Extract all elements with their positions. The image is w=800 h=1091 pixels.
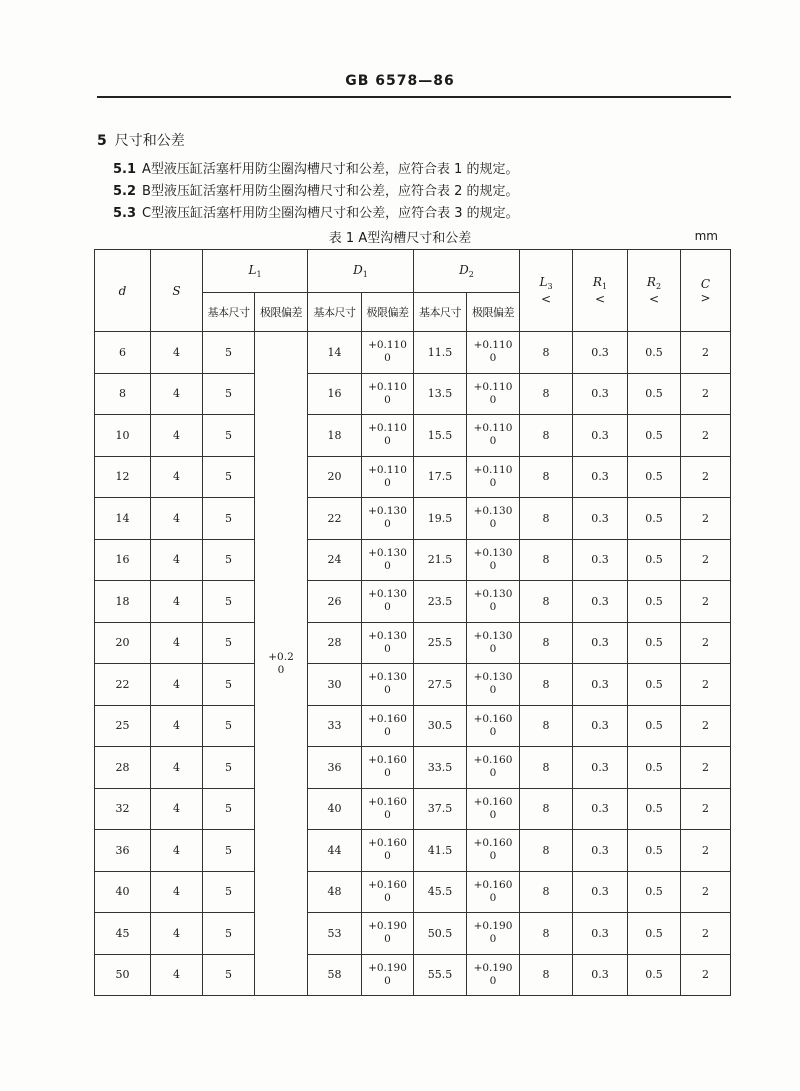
cell-d1-deviation	[362, 871, 414, 913]
clause-5-1	[113, 158, 518, 177]
lower-deviation: 0	[384, 601, 391, 614]
cell-s: 4	[151, 747, 203, 789]
cell-l3: 8	[520, 705, 573, 747]
cell-r1: 0.3	[573, 581, 628, 623]
table-row	[95, 332, 731, 374]
cell-s: 4	[151, 871, 203, 913]
clause-text: B型液压缸活塞杆用防尘圈沟槽尺寸和公差，应符合表 2 的规定。	[142, 184, 519, 199]
header-rule	[97, 96, 731, 98]
cell-s: 4	[151, 830, 203, 872]
cell-c: 2	[681, 830, 731, 872]
cell-d: 16	[95, 539, 151, 581]
lower-deviation: 0	[489, 767, 497, 780]
cell-r1: 0.3	[573, 332, 628, 374]
cell-r2: 0.5	[628, 415, 681, 457]
cell-d: 6	[95, 332, 151, 374]
cell-d2-deviation	[467, 373, 520, 415]
table-row	[95, 788, 731, 830]
cell-l3: 8	[520, 913, 573, 955]
lower-deviation: 0	[384, 518, 391, 531]
clause-text: C型液压缸活塞杆用防尘圈沟槽尺寸和公差，应符合表 3 的规定。	[142, 206, 519, 221]
cell-l3: 8	[520, 788, 573, 830]
cell-d1-basic: 22	[308, 498, 362, 540]
cell-d2-basic: 50.5	[414, 913, 467, 955]
cell-c: 2	[681, 913, 731, 955]
cell-d: 12	[95, 456, 151, 498]
cell-d1-deviation	[362, 954, 414, 996]
cell-c: 2	[681, 332, 731, 374]
cell-r1: 0.3	[573, 788, 628, 830]
cell-s: 4	[151, 415, 203, 457]
cell-l1-basic: 5	[203, 539, 255, 581]
cell-d1-basic: 16	[308, 373, 362, 415]
cell-s: 4	[151, 373, 203, 415]
cell-d2-deviation	[467, 664, 520, 706]
lower-deviation: 0	[489, 435, 497, 448]
cell-c: 2	[681, 456, 731, 498]
cell-l3: 8	[520, 332, 573, 374]
upper-deviation: +0.110	[473, 422, 513, 435]
table-row	[95, 456, 731, 498]
cell-r2: 0.5	[628, 705, 681, 747]
cell-l3: 8	[520, 664, 573, 706]
cell-r1: 0.3	[573, 622, 628, 664]
cell-d1-deviation	[362, 539, 414, 581]
upper-deviation: +0.130	[473, 588, 513, 601]
header-d: d	[95, 250, 151, 332]
upper-deviation: +0.190	[368, 961, 407, 974]
cell-r2: 0.5	[628, 498, 681, 540]
cell-d2-deviation	[467, 456, 520, 498]
lower-deviation: 0	[384, 559, 391, 572]
lower-deviation: 0	[489, 933, 497, 946]
upper-deviation: +0.160	[473, 795, 513, 808]
cell-d1-basic: 20	[308, 456, 362, 498]
lower-deviation: 0	[384, 767, 391, 780]
lower-deviation: 0	[489, 476, 497, 489]
lower-deviation: 0	[277, 663, 285, 676]
lower-deviation: 0	[384, 850, 391, 863]
cell-l1-basic: 5	[203, 954, 255, 996]
cell-d: 20	[95, 622, 151, 664]
cell-r2: 0.5	[628, 373, 681, 415]
cell-r1: 0.3	[573, 373, 628, 415]
cell-d2-basic: 15.5	[414, 415, 467, 457]
cell-d2-deviation	[467, 705, 520, 747]
cell-s: 4	[151, 456, 203, 498]
upper-deviation: +0.130	[473, 546, 513, 559]
cell-d2-basic: 23.5	[414, 581, 467, 623]
cell-l3: 8	[520, 581, 573, 623]
cell-s: 4	[151, 539, 203, 581]
lower-deviation: 0	[489, 601, 497, 614]
cell-d1-deviation	[362, 581, 414, 623]
cell-d1-deviation	[362, 664, 414, 706]
cell-s: 4	[151, 664, 203, 706]
clause-5-2	[113, 180, 519, 199]
document-header-title: GB 6578—86	[345, 73, 455, 89]
cell-r2: 0.5	[628, 830, 681, 872]
table-row	[95, 664, 731, 706]
cell-r1: 0.3	[573, 871, 628, 913]
cell-c: 2	[681, 539, 731, 581]
upper-deviation: +0.160	[368, 754, 407, 767]
cell-d1-deviation	[362, 456, 414, 498]
upper-deviation: +0.130	[368, 588, 407, 601]
cell-s: 4	[151, 954, 203, 996]
cell-s: 4	[151, 498, 203, 540]
cell-d2-basic: 11.5	[414, 332, 467, 374]
lower-deviation: 0	[384, 642, 391, 655]
lower-deviation: 0	[384, 393, 391, 406]
cell-l3: 8	[520, 373, 573, 415]
cell-d1-basic: 36	[308, 747, 362, 789]
lower-deviation: 0	[489, 352, 497, 365]
cell-c: 2	[681, 954, 731, 996]
cell-l1-basic: 5	[203, 705, 255, 747]
clause-number: 5.1	[113, 162, 137, 177]
cell-d1-deviation	[362, 830, 414, 872]
cell-d1-basic: 24	[308, 539, 362, 581]
cell-s: 4	[151, 788, 203, 830]
upper-deviation: +0.160	[473, 837, 513, 850]
cell-l1-basic: 5	[203, 871, 255, 913]
cell-c: 2	[681, 788, 731, 830]
cell-c: 2	[681, 581, 731, 623]
cell-d: 45	[95, 913, 151, 955]
cell-l1-basic: 5	[203, 747, 255, 789]
table-row	[95, 747, 731, 789]
cell-d1-basic: 40	[308, 788, 362, 830]
cell-l1-basic: 5	[203, 415, 255, 457]
header-l3: $L_3$ <	[520, 250, 573, 332]
cell-d2-deviation	[467, 954, 520, 996]
lower-deviation: 0	[489, 684, 497, 697]
cell-l3: 8	[520, 830, 573, 872]
cell-l1-basic: 5	[203, 913, 255, 955]
upper-deviation: +0.2	[268, 650, 294, 663]
cell-c: 2	[681, 498, 731, 540]
lower-deviation: 0	[384, 933, 391, 946]
cell-c: 2	[681, 373, 731, 415]
cell-l3: 8	[520, 622, 573, 664]
cell-d2-basic: 13.5	[414, 373, 467, 415]
table-row	[95, 705, 731, 747]
cell-l3: 8	[520, 415, 573, 457]
cell-r2: 0.5	[628, 622, 681, 664]
header-d1: $D_1$	[308, 250, 414, 293]
cell-l1-basic: 5	[203, 664, 255, 706]
upper-deviation: +0.110	[368, 380, 407, 393]
cell-d2-basic: 30.5	[414, 705, 467, 747]
cell-d1-deviation	[362, 788, 414, 830]
cell-s: 4	[151, 913, 203, 955]
cell-d: 18	[95, 581, 151, 623]
table-row	[95, 581, 731, 623]
cell-d2-basic: 21.5	[414, 539, 467, 581]
lower-deviation: 0	[384, 352, 391, 365]
lower-deviation: 0	[384, 684, 391, 697]
section-heading	[97, 130, 185, 150]
cell-d1-basic: 48	[308, 871, 362, 913]
cell-r2: 0.5	[628, 954, 681, 996]
cell-d1-basic: 58	[308, 954, 362, 996]
cell-d: 14	[95, 498, 151, 540]
cell-d2-deviation	[467, 332, 520, 374]
lower-deviation: 0	[384, 808, 391, 821]
cell-r2: 0.5	[628, 456, 681, 498]
cell-d1-basic: 14	[308, 332, 362, 374]
cell-l1-basic: 5	[203, 332, 255, 374]
cell-d: 25	[95, 705, 151, 747]
header-d1-deviation: 极限偏差	[362, 293, 414, 332]
upper-deviation: +0.160	[368, 712, 407, 725]
lower-deviation: 0	[384, 974, 391, 987]
cell-l3: 8	[520, 871, 573, 913]
cell-r1: 0.3	[573, 539, 628, 581]
upper-deviation: +0.130	[473, 505, 513, 518]
clause-number: 5.2	[113, 184, 137, 199]
header-r2: $R_2$ <	[628, 250, 681, 332]
cell-s: 4	[151, 622, 203, 664]
cell-d2-deviation	[467, 788, 520, 830]
upper-deviation: +0.190	[368, 920, 407, 933]
cell-l3: 8	[520, 954, 573, 996]
lower-deviation: 0	[489, 808, 497, 821]
header-l1-deviation: 极限偏差	[255, 293, 308, 332]
cell-r1: 0.3	[573, 664, 628, 706]
upper-deviation: +0.190	[473, 920, 513, 933]
cell-d1-basic: 30	[308, 664, 362, 706]
cell-d: 28	[95, 747, 151, 789]
cell-d2-deviation	[467, 415, 520, 457]
upper-deviation: +0.130	[473, 629, 513, 642]
upper-deviation: +0.130	[368, 505, 407, 518]
cell-d1-basic: 53	[308, 913, 362, 955]
cell-d2-basic: 25.5	[414, 622, 467, 664]
section-title: 尺寸和公差	[114, 133, 185, 149]
upper-deviation: +0.110	[368, 463, 407, 476]
table-row	[95, 539, 731, 581]
header-r1: $R_1$ <	[573, 250, 628, 332]
cell-l1-basic: 5	[203, 498, 255, 540]
cell-r2: 0.5	[628, 747, 681, 789]
cell-r1: 0.3	[573, 456, 628, 498]
cell-d1-basic: 18	[308, 415, 362, 457]
lower-deviation: 0	[384, 891, 391, 904]
cell-d1-basic: 44	[308, 830, 362, 872]
cell-l1-deviation	[255, 332, 308, 996]
header-d2-deviation: 极限偏差	[467, 293, 520, 332]
cell-r2: 0.5	[628, 539, 681, 581]
table-row	[95, 373, 731, 415]
cell-d2-basic: 33.5	[414, 747, 467, 789]
upper-deviation: +0.130	[368, 629, 407, 642]
cell-r2: 0.5	[628, 788, 681, 830]
cell-c: 2	[681, 664, 731, 706]
cell-d2-basic: 37.5	[414, 788, 467, 830]
cell-c: 2	[681, 747, 731, 789]
cell-l1-basic: 5	[203, 456, 255, 498]
cell-d1-deviation	[362, 373, 414, 415]
cell-d: 50	[95, 954, 151, 996]
header-d2: $D_2$	[414, 250, 520, 293]
upper-deviation: +0.110	[368, 339, 407, 352]
cell-d2-deviation	[467, 498, 520, 540]
cell-r1: 0.3	[573, 498, 628, 540]
table-row	[95, 415, 731, 457]
cell-l1-basic: 5	[203, 622, 255, 664]
cell-d: 36	[95, 830, 151, 872]
cell-d2-deviation	[467, 622, 520, 664]
table-row	[95, 622, 731, 664]
cell-d2-basic: 45.5	[414, 871, 467, 913]
cell-d2-basic: 55.5	[414, 954, 467, 996]
cell-d: 8	[95, 373, 151, 415]
table-row	[95, 913, 731, 955]
cell-r2: 0.5	[628, 871, 681, 913]
cell-d2-deviation	[467, 747, 520, 789]
upper-deviation: +0.160	[473, 878, 513, 891]
cell-d: 10	[95, 415, 151, 457]
lower-deviation: 0	[384, 725, 391, 738]
cell-l1-basic: 5	[203, 830, 255, 872]
header-l1: $L_1$	[203, 250, 308, 293]
cell-l1-basic: 5	[203, 788, 255, 830]
cell-d1-deviation	[362, 913, 414, 955]
cell-r1: 0.3	[573, 913, 628, 955]
upper-deviation: +0.160	[368, 878, 407, 891]
clause-text: A型液压缸活塞杆用防尘圈沟槽尺寸和公差，应符合表 1 的规定。	[142, 162, 519, 177]
header-s: S	[151, 250, 203, 332]
cell-d2-basic: 27.5	[414, 664, 467, 706]
lower-deviation: 0	[489, 850, 497, 863]
cell-d1-basic: 26	[308, 581, 362, 623]
lower-deviation: 0	[489, 974, 497, 987]
upper-deviation: +0.160	[473, 754, 513, 767]
cell-d1-deviation	[362, 622, 414, 664]
cell-s: 4	[151, 581, 203, 623]
upper-deviation: +0.160	[473, 712, 513, 725]
lower-deviation: 0	[489, 725, 497, 738]
table-row	[95, 830, 731, 872]
cell-d2-deviation	[467, 871, 520, 913]
cell-r1: 0.3	[573, 830, 628, 872]
cell-r2: 0.5	[628, 581, 681, 623]
upper-deviation: +0.110	[368, 422, 407, 435]
table-row	[95, 954, 731, 996]
cell-r2: 0.5	[628, 664, 681, 706]
cell-l3: 8	[520, 747, 573, 789]
lower-deviation: 0	[489, 559, 497, 572]
cell-l1-basic: 5	[203, 373, 255, 415]
upper-deviation: +0.160	[368, 837, 407, 850]
upper-deviation: +0.130	[368, 546, 407, 559]
table-caption: 表 1 A型沟槽尺寸和公差	[328, 231, 472, 246]
cell-s: 4	[151, 705, 203, 747]
cell-d2-deviation	[467, 830, 520, 872]
upper-deviation: +0.130	[368, 671, 407, 684]
lower-deviation: 0	[489, 518, 497, 531]
cell-d1-basic: 28	[308, 622, 362, 664]
header-c: C >	[681, 250, 731, 332]
cell-d2-deviation	[467, 913, 520, 955]
lower-deviation: 0	[384, 476, 391, 489]
cell-s: 4	[151, 332, 203, 374]
cell-d2-basic: 41.5	[414, 830, 467, 872]
cell-d2-deviation	[467, 581, 520, 623]
cell-r2: 0.5	[628, 332, 681, 374]
upper-deviation: +0.110	[473, 463, 513, 476]
cell-c: 2	[681, 705, 731, 747]
groove-dimensions-table	[94, 249, 731, 996]
cell-d1-deviation	[362, 747, 414, 789]
cell-d2-basic: 19.5	[414, 498, 467, 540]
header-d1-basic: 基本尺寸	[308, 293, 362, 332]
upper-deviation: +0.160	[368, 795, 407, 808]
cell-l1-basic: 5	[203, 581, 255, 623]
section-number: 5	[97, 133, 107, 149]
cell-d1-deviation	[362, 415, 414, 457]
header-l1-basic: 基本尺寸	[203, 293, 255, 332]
table-row	[95, 871, 731, 913]
cell-d: 22	[95, 664, 151, 706]
cell-d1-deviation	[362, 498, 414, 540]
cell-c: 2	[681, 871, 731, 913]
upper-deviation: +0.190	[473, 961, 513, 974]
cell-l3: 8	[520, 456, 573, 498]
upper-deviation: +0.130	[473, 671, 513, 684]
table-unit: mm	[694, 229, 718, 243]
cell-r2: 0.5	[628, 913, 681, 955]
clause-5-3	[113, 202, 519, 221]
cell-l3: 8	[520, 498, 573, 540]
upper-deviation: +0.110	[473, 339, 513, 352]
cell-r1: 0.3	[573, 415, 628, 457]
cell-d1-deviation	[362, 705, 414, 747]
clause-number: 5.3	[113, 206, 137, 221]
cell-d2-basic: 17.5	[414, 456, 467, 498]
cell-d: 40	[95, 871, 151, 913]
cell-c: 2	[681, 622, 731, 664]
table-body	[95, 332, 731, 996]
cell-c: 2	[681, 415, 731, 457]
upper-deviation: +0.110	[473, 380, 513, 393]
header-d2-basic: 基本尺寸	[414, 293, 467, 332]
lower-deviation: 0	[489, 642, 497, 655]
cell-d2-deviation	[467, 539, 520, 581]
cell-r1: 0.3	[573, 747, 628, 789]
cell-d: 32	[95, 788, 151, 830]
lower-deviation: 0	[489, 393, 497, 406]
cell-r1: 0.3	[573, 954, 628, 996]
cell-d1-deviation	[362, 332, 414, 374]
cell-r1: 0.3	[573, 705, 628, 747]
cell-d1-basic: 33	[308, 705, 362, 747]
table-row	[95, 498, 731, 540]
lower-deviation: 0	[384, 435, 391, 448]
lower-deviation: 0	[489, 891, 497, 904]
cell-l3: 8	[520, 539, 573, 581]
